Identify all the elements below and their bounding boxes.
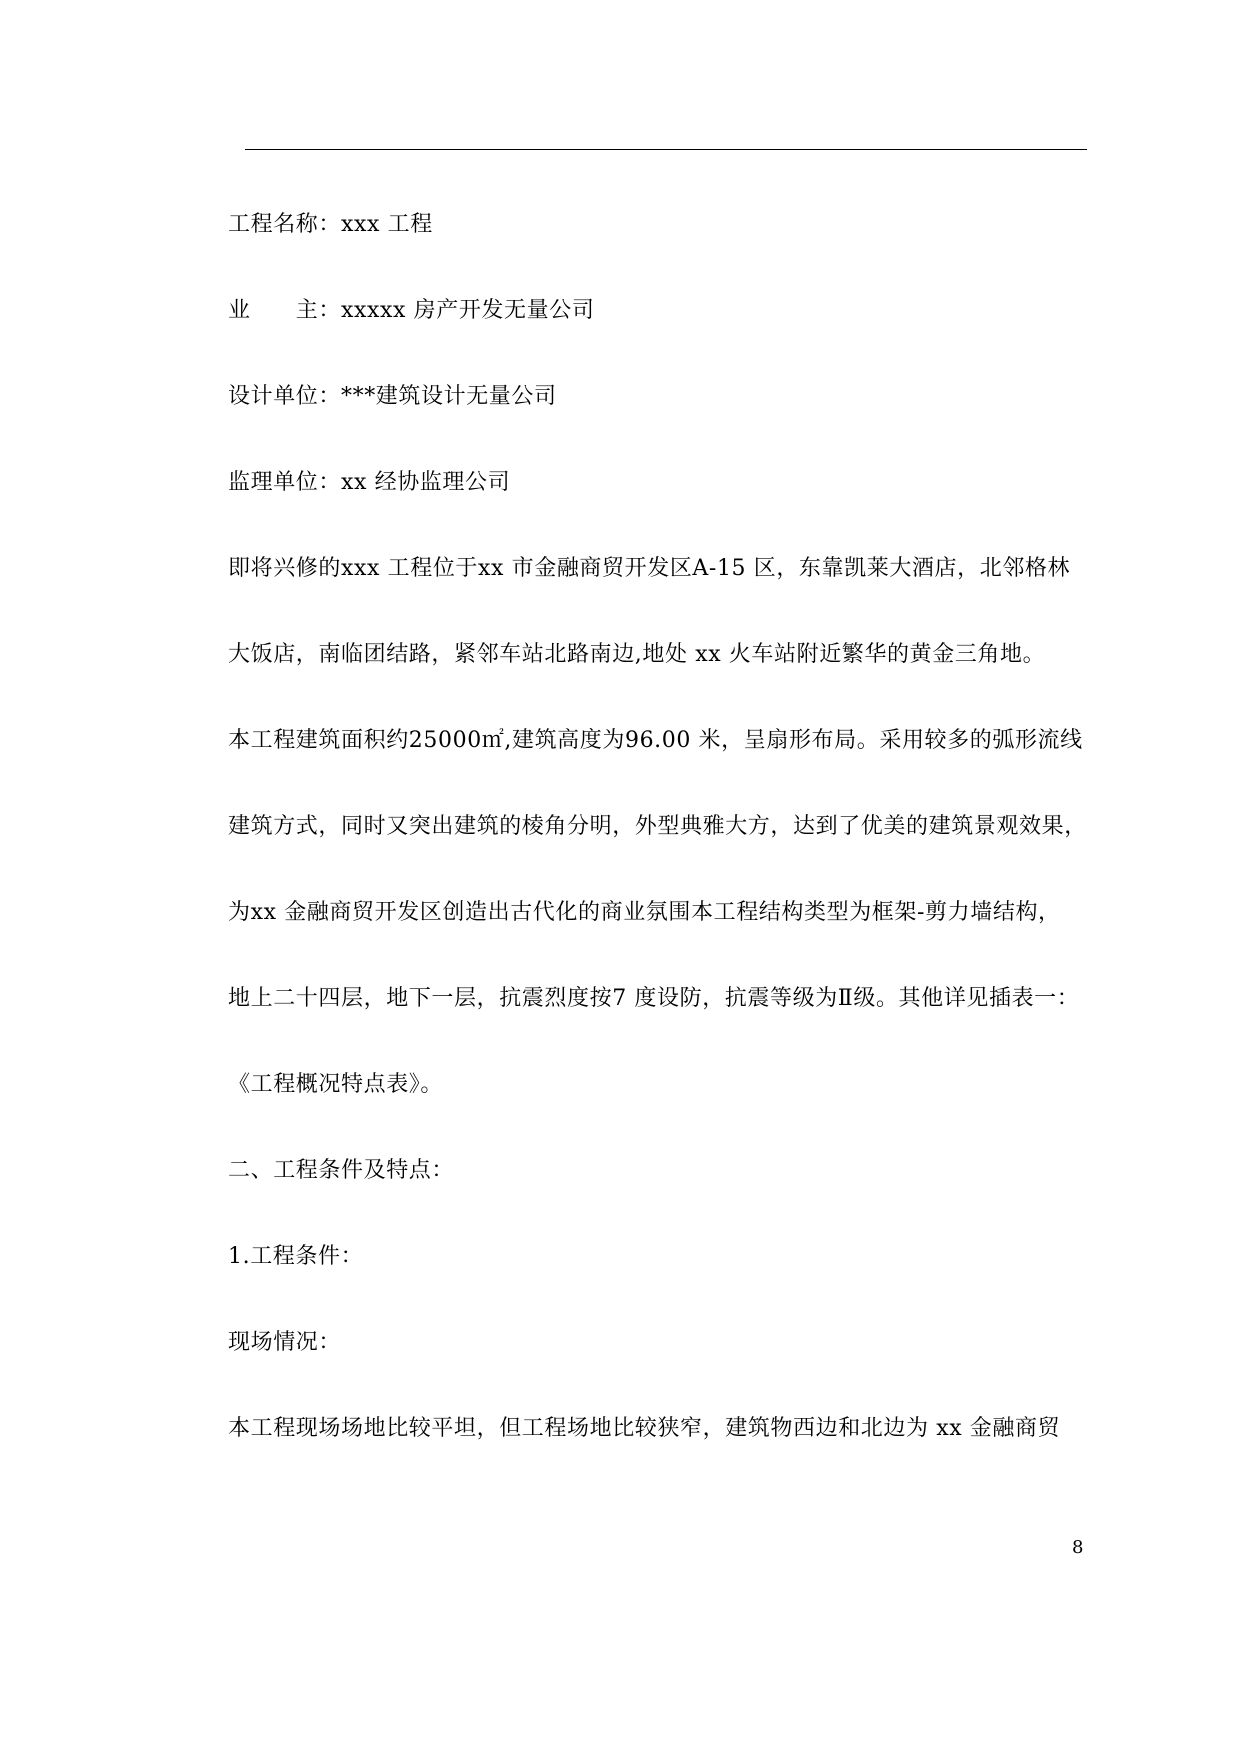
subsection-heading: 1.工程条件： xyxy=(228,1244,364,1269)
paragraph-line: 地上二十四层，地下一层，抗震烈度按7 度设防，抗震等级为Ⅱ级。其他详见插表一： xyxy=(228,986,1080,1011)
supervision-unit-line: 监理单位：xx 经协监理公司 xyxy=(228,470,511,495)
design-unit-line: 设计单位：***建筑设计无量公司 xyxy=(228,384,557,409)
owner-line: 业 主：xxxxx 房产开发无量公司 xyxy=(228,298,595,323)
paragraph-line: 本工程现场场地比较平坦，但工程场地比较狭窄，建筑物西边和北边为 xx 金融商贸 xyxy=(228,1416,1061,1441)
paragraph-line: 为xx 金融商贸开发区创造出古代化的商业氛围本工程结构类型为框架-剪力墙结构， xyxy=(228,900,1061,925)
page-number: 8 xyxy=(1072,1537,1084,1558)
section-heading: 二、工程条件及特点： xyxy=(228,1158,455,1183)
paragraph-line: 即将兴修的xxx 工程位于xx 市金融商贸开发区A-15 区，东靠凯莱大酒店，北邻格林 xyxy=(228,556,1071,581)
paragraph-line: 《工程概况特点表》。 xyxy=(228,1072,444,1097)
project-name-line: 工程名称：xxx 工程 xyxy=(228,212,433,237)
subheading-site-conditions: 现场情况： xyxy=(228,1330,342,1355)
header-rule xyxy=(245,149,1087,150)
paragraph-line: 大饭店，南临团结路，紧邻车站北路南边,地处 xx 火车站附近繁华的黄金三角地。 xyxy=(228,642,1046,667)
paragraph-line: 建筑方式，同时又突出建筑的棱角分明，外型典雅大方，达到了优美的建筑景观效果， xyxy=(228,814,1087,839)
paragraph-line: 本工程建筑面积约25000㎡,建筑高度为96.00 米，呈扇形布局。采用较多的弧形流线 xyxy=(228,728,1083,753)
